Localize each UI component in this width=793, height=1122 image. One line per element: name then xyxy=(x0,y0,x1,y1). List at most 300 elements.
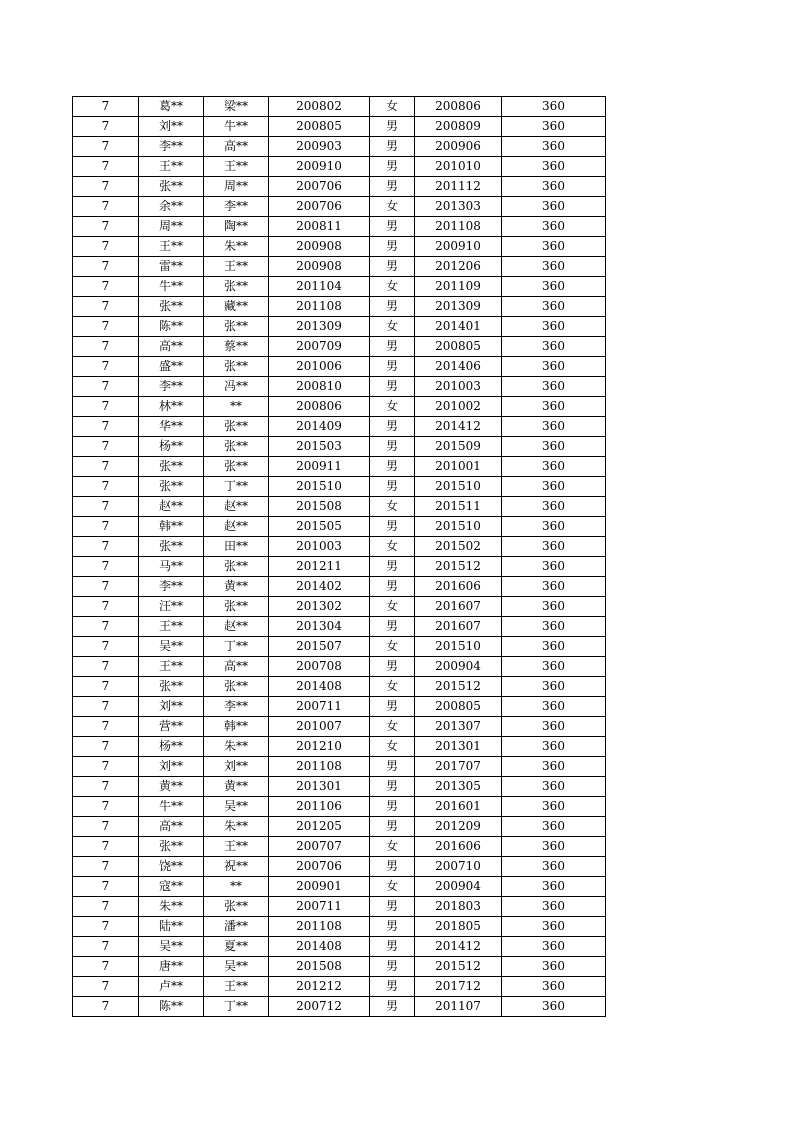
table-row xyxy=(73,657,606,677)
table-cell-col-name-a: 张** xyxy=(139,537,204,557)
table-cell-col-gender: 男 xyxy=(370,557,415,577)
table-cell-col-amount: 360 xyxy=(502,217,606,237)
table-cell-col-gender: 男 xyxy=(370,757,415,777)
table-cell-col-name-b: 朱** xyxy=(204,737,269,757)
table-cell-col-name-a: 杨** xyxy=(139,437,204,457)
table-cell-col-grade: 7 xyxy=(73,837,139,857)
table-cell-col-gender: 女 xyxy=(370,197,415,217)
table-cell-col-name-b: 张** xyxy=(204,897,269,917)
table-cell-col-gender: 男 xyxy=(370,517,415,537)
table-cell-col-name-a: 马** xyxy=(139,557,204,577)
table-cell-col-name-a: 林** xyxy=(139,397,204,417)
table-cell-col-name-a: 吴** xyxy=(139,637,204,657)
table-cell-col-gender: 女 xyxy=(370,277,415,297)
table-cell-col-date-end: 201307 xyxy=(415,717,502,737)
table-cell-col-grade: 7 xyxy=(73,597,139,617)
table-cell-col-date-end: 200805 xyxy=(415,697,502,717)
table-row xyxy=(73,817,606,837)
table-cell-col-grade: 7 xyxy=(73,277,139,297)
table-cell-col-date-end: 201512 xyxy=(415,557,502,577)
table-row xyxy=(73,957,606,977)
table-cell-col-date-start: 201402 xyxy=(269,577,370,597)
table-cell-col-grade: 7 xyxy=(73,137,139,157)
table-cell-col-name-a: 余** xyxy=(139,197,204,217)
table-cell-col-gender: 男 xyxy=(370,697,415,717)
table-cell-col-date-end: 201512 xyxy=(415,677,502,697)
table-cell-col-name-a: 李** xyxy=(139,137,204,157)
table-row xyxy=(73,997,606,1017)
table-cell-col-gender: 男 xyxy=(370,437,415,457)
table-cell-col-gender: 女 xyxy=(370,597,415,617)
table-cell-col-date-end: 201707 xyxy=(415,757,502,777)
table-row xyxy=(73,317,606,337)
table-row xyxy=(73,777,606,797)
table-cell-col-grade: 7 xyxy=(73,977,139,997)
table-cell-col-date-end: 201601 xyxy=(415,797,502,817)
table-cell-col-amount: 360 xyxy=(502,597,606,617)
table-cell-col-date-end: 201607 xyxy=(415,617,502,637)
table-cell-col-date-start: 201508 xyxy=(269,497,370,517)
table-cell-col-name-b: ** xyxy=(204,397,269,417)
table-cell-col-date-start: 201505 xyxy=(269,517,370,537)
table-cell-col-grade: 7 xyxy=(73,497,139,517)
table-cell-col-date-end: 201712 xyxy=(415,977,502,997)
table-cell-col-date-end: 201108 xyxy=(415,217,502,237)
table-cell-col-name-b: 蔡** xyxy=(204,337,269,357)
table-row xyxy=(73,797,606,817)
table-cell-col-name-b: 张** xyxy=(204,597,269,617)
table-cell-col-name-a: 周** xyxy=(139,217,204,237)
table-cell-col-gender: 男 xyxy=(370,137,415,157)
table-cell-col-amount: 360 xyxy=(502,677,606,697)
table-cell-col-amount: 360 xyxy=(502,237,606,257)
table-cell-col-gender: 男 xyxy=(370,817,415,837)
table-cell-col-grade: 7 xyxy=(73,537,139,557)
table-cell-col-gender: 男 xyxy=(370,917,415,937)
table-cell-col-amount: 360 xyxy=(502,957,606,977)
table-cell-col-date-end: 201109 xyxy=(415,277,502,297)
table-cell-col-date-start: 201108 xyxy=(269,297,370,317)
table-cell-col-name-b: 王** xyxy=(204,977,269,997)
table-cell-col-date-start: 200910 xyxy=(269,157,370,177)
table-cell-col-name-a: 吴** xyxy=(139,937,204,957)
table-cell-col-amount: 360 xyxy=(502,877,606,897)
table-cell-col-name-a: 韩** xyxy=(139,517,204,537)
table-cell-col-gender: 女 xyxy=(370,877,415,897)
table-cell-col-grade: 7 xyxy=(73,717,139,737)
table-cell-col-name-a: 牛** xyxy=(139,797,204,817)
table-cell-col-name-b: 朱** xyxy=(204,817,269,837)
table-cell-col-date-end: 201301 xyxy=(415,737,502,757)
table-cell-col-date-start: 201408 xyxy=(269,677,370,697)
table-row xyxy=(73,97,606,117)
table-row xyxy=(73,257,606,277)
table-cell-col-name-b: 高** xyxy=(204,137,269,157)
table-cell-col-name-b: 朱** xyxy=(204,237,269,257)
table-cell-col-name-a: 牛** xyxy=(139,277,204,297)
table-cell-col-amount: 360 xyxy=(502,317,606,337)
table-cell-col-amount: 360 xyxy=(502,817,606,837)
table-cell-col-name-a: 张** xyxy=(139,177,204,197)
table-row xyxy=(73,597,606,617)
table-cell-col-date-end: 201803 xyxy=(415,897,502,917)
table-cell-col-name-a: 寇** xyxy=(139,877,204,897)
table-cell-col-name-a: 朱** xyxy=(139,897,204,917)
table-cell-col-gender: 男 xyxy=(370,457,415,477)
table-cell-col-grade: 7 xyxy=(73,697,139,717)
table-cell-col-amount: 360 xyxy=(502,797,606,817)
table-cell-col-date-start: 200806 xyxy=(269,397,370,417)
table-cell-col-name-b: 田** xyxy=(204,537,269,557)
table-cell-col-name-b: 吴** xyxy=(204,797,269,817)
table-cell-col-name-a: 张** xyxy=(139,677,204,697)
table-cell-col-amount: 360 xyxy=(502,857,606,877)
table-cell-col-name-b: 吴** xyxy=(204,957,269,977)
table-cell-col-date-end: 201512 xyxy=(415,957,502,977)
table-cell-col-gender: 男 xyxy=(370,357,415,377)
table-cell-col-date-start: 200709 xyxy=(269,337,370,357)
table-cell-col-date-end: 201303 xyxy=(415,197,502,217)
table-cell-col-gender: 男 xyxy=(370,297,415,317)
table-cell-col-date-start: 201104 xyxy=(269,277,370,297)
table-cell-col-date-start: 201205 xyxy=(269,817,370,837)
table-cell-col-name-a: 王** xyxy=(139,157,204,177)
table-row xyxy=(73,357,606,377)
table-cell-col-name-a: 赵** xyxy=(139,497,204,517)
table-cell-col-name-b: 牛** xyxy=(204,117,269,137)
table-cell-col-name-b: 赵** xyxy=(204,517,269,537)
table-cell-col-name-b: 赵** xyxy=(204,617,269,637)
table-cell-col-date-start: 200810 xyxy=(269,377,370,397)
table-cell-col-amount: 360 xyxy=(502,277,606,297)
table-cell-col-gender: 男 xyxy=(370,117,415,137)
table-cell-col-name-b: 李** xyxy=(204,697,269,717)
table-cell-col-name-b: 张** xyxy=(204,677,269,697)
table-cell-col-name-b: 王** xyxy=(204,157,269,177)
table-cell-col-name-b: 张** xyxy=(204,277,269,297)
table-cell-col-date-end: 201401 xyxy=(415,317,502,337)
table-cell-col-name-a: 汪** xyxy=(139,597,204,617)
table-cell-col-grade: 7 xyxy=(73,657,139,677)
table-cell-col-amount: 360 xyxy=(502,977,606,997)
table-cell-col-gender: 男 xyxy=(370,157,415,177)
table-cell-col-name-b: 李** xyxy=(204,197,269,217)
table-cell-col-date-start: 201211 xyxy=(269,557,370,577)
table-row xyxy=(73,877,606,897)
table-cell-col-date-start: 201302 xyxy=(269,597,370,617)
table-cell-col-date-end: 201510 xyxy=(415,637,502,657)
table-cell-col-grade: 7 xyxy=(73,997,139,1017)
table-cell-col-gender: 男 xyxy=(370,797,415,817)
table-cell-col-amount: 360 xyxy=(502,297,606,317)
table-row xyxy=(73,397,606,417)
table-cell-col-gender: 男 xyxy=(370,957,415,977)
table-cell-col-amount: 360 xyxy=(502,737,606,757)
table-cell-col-name-a: 王** xyxy=(139,657,204,677)
table-cell-col-amount: 360 xyxy=(502,377,606,397)
table-row xyxy=(73,297,606,317)
table-cell-col-name-b: 王** xyxy=(204,257,269,277)
table-row xyxy=(73,917,606,937)
table-cell-col-name-b: 高** xyxy=(204,657,269,677)
table-cell-col-grade: 7 xyxy=(73,317,139,337)
table-cell-col-name-a: 张** xyxy=(139,477,204,497)
table-row xyxy=(73,577,606,597)
table-cell-col-name-b: 藏** xyxy=(204,297,269,317)
table-cell-col-grade: 7 xyxy=(73,877,139,897)
table-cell-col-amount: 360 xyxy=(502,577,606,597)
table-cell-col-date-start: 200805 xyxy=(269,117,370,137)
table-cell-col-gender: 女 xyxy=(370,637,415,657)
table-cell-col-gender: 男 xyxy=(370,617,415,637)
table-cell-col-date-start: 200811 xyxy=(269,217,370,237)
table-cell-col-amount: 360 xyxy=(502,337,606,357)
table-cell-col-gender: 女 xyxy=(370,317,415,337)
table-row xyxy=(73,637,606,657)
table-cell-col-gender: 男 xyxy=(370,857,415,877)
table-cell-col-name-b: 丁** xyxy=(204,637,269,657)
table-cell-col-amount: 360 xyxy=(502,177,606,197)
table-cell-col-amount: 360 xyxy=(502,897,606,917)
table-cell-col-date-end: 201510 xyxy=(415,477,502,497)
table-cell-col-amount: 360 xyxy=(502,657,606,677)
table-cell-col-grade: 7 xyxy=(73,617,139,637)
table-cell-col-name-b: 刘** xyxy=(204,757,269,777)
table-cell-col-gender: 女 xyxy=(370,677,415,697)
table-cell-col-date-start: 201212 xyxy=(269,977,370,997)
table-cell-col-name-b: 黄** xyxy=(204,577,269,597)
table-cell-col-name-b: 丁** xyxy=(204,997,269,1017)
table-cell-col-amount: 360 xyxy=(502,257,606,277)
table-cell-col-date-end: 201606 xyxy=(415,837,502,857)
table-cell-col-grade: 7 xyxy=(73,817,139,837)
table-cell-col-amount: 360 xyxy=(502,157,606,177)
table-cell-col-amount: 360 xyxy=(502,197,606,217)
table-cell-col-grade: 7 xyxy=(73,897,139,917)
table-cell-col-gender: 男 xyxy=(370,257,415,277)
table-row xyxy=(73,197,606,217)
table-cell-col-name-b: 张** xyxy=(204,437,269,457)
table-cell-col-grade: 7 xyxy=(73,417,139,437)
table-cell-col-date-end: 200809 xyxy=(415,117,502,137)
table-cell-col-name-a: 盛** xyxy=(139,357,204,377)
table-cell-col-gender: 男 xyxy=(370,777,415,797)
table-cell-col-grade: 7 xyxy=(73,397,139,417)
table-cell-col-grade: 7 xyxy=(73,177,139,197)
table-cell-col-name-b: 张** xyxy=(204,317,269,337)
table-cell-col-date-end: 201511 xyxy=(415,497,502,517)
table-cell-col-name-a: 张** xyxy=(139,457,204,477)
table-cell-col-date-start: 201503 xyxy=(269,437,370,457)
table-cell-col-gender: 男 xyxy=(370,977,415,997)
table-cell-col-date-start: 201507 xyxy=(269,637,370,657)
table-cell-col-amount: 360 xyxy=(502,837,606,857)
table-cell-col-amount: 360 xyxy=(502,137,606,157)
table-cell-col-grade: 7 xyxy=(73,637,139,657)
table-cell-col-name-b: 冯** xyxy=(204,377,269,397)
table-cell-col-date-end: 201206 xyxy=(415,257,502,277)
table-cell-col-name-a: 黄** xyxy=(139,777,204,797)
table-cell-col-amount: 360 xyxy=(502,917,606,937)
data-table xyxy=(72,96,606,1017)
table-cell-col-date-start: 201106 xyxy=(269,797,370,817)
table-cell-col-date-start: 201108 xyxy=(269,917,370,937)
table-cell-col-grade: 7 xyxy=(73,157,139,177)
table-cell-col-name-a: 饶** xyxy=(139,857,204,877)
table-cell-col-amount: 360 xyxy=(502,997,606,1017)
table-cell-col-date-start: 201409 xyxy=(269,417,370,437)
table-row xyxy=(73,517,606,537)
table-cell-col-date-start: 201210 xyxy=(269,737,370,757)
table-cell-col-name-b: 陶** xyxy=(204,217,269,237)
table-cell-col-name-a: 葛** xyxy=(139,97,204,117)
table-cell-col-name-b: 梁** xyxy=(204,97,269,117)
table-cell-col-gender: 男 xyxy=(370,937,415,957)
table-row xyxy=(73,557,606,577)
table-cell-col-date-start: 200706 xyxy=(269,177,370,197)
table-cell-col-name-a: 刘** xyxy=(139,757,204,777)
table-cell-col-amount: 360 xyxy=(502,497,606,517)
table-cell-col-grade: 7 xyxy=(73,217,139,237)
table-cell-col-grade: 7 xyxy=(73,857,139,877)
table-cell-col-amount: 360 xyxy=(502,557,606,577)
table-cell-col-name-b: 张** xyxy=(204,417,269,437)
table-cell-col-name-a: 刘** xyxy=(139,117,204,137)
table-cell-col-name-a: 张** xyxy=(139,297,204,317)
table-cell-col-date-end: 201510 xyxy=(415,517,502,537)
table-cell-col-date-end: 201509 xyxy=(415,437,502,457)
table-cell-col-date-end: 200904 xyxy=(415,657,502,677)
table-cell-col-date-start: 200706 xyxy=(269,197,370,217)
table-cell-col-name-b: 赵** xyxy=(204,497,269,517)
table-cell-col-name-a: 王** xyxy=(139,237,204,257)
table-cell-col-date-end: 201502 xyxy=(415,537,502,557)
table-cell-col-date-end: 201107 xyxy=(415,997,502,1017)
table-row xyxy=(73,837,606,857)
table-cell-col-name-a: 李** xyxy=(139,577,204,597)
table-cell-col-amount: 360 xyxy=(502,457,606,477)
table-cell-col-gender: 女 xyxy=(370,97,415,117)
table-cell-col-date-end: 200910 xyxy=(415,237,502,257)
table-cell-col-amount: 360 xyxy=(502,717,606,737)
table-cell-col-date-start: 201006 xyxy=(269,357,370,377)
table-cell-col-date-start: 200712 xyxy=(269,997,370,1017)
table-cell-col-date-start: 200707 xyxy=(269,837,370,857)
table-cell-col-gender: 男 xyxy=(370,657,415,677)
table-row xyxy=(73,717,606,737)
table-cell-col-grade: 7 xyxy=(73,297,139,317)
table-cell-col-gender: 女 xyxy=(370,717,415,737)
table-cell-col-grade: 7 xyxy=(73,777,139,797)
table-cell-col-date-end: 201412 xyxy=(415,417,502,437)
table-row xyxy=(73,697,606,717)
table-cell-col-date-end: 201412 xyxy=(415,937,502,957)
table-cell-col-grade: 7 xyxy=(73,937,139,957)
table-cell-col-name-b: 周** xyxy=(204,177,269,197)
table-cell-col-date-end: 201002 xyxy=(415,397,502,417)
table-cell-col-date-start: 200911 xyxy=(269,457,370,477)
table-cell-col-amount: 360 xyxy=(502,637,606,657)
table-cell-col-date-end: 201406 xyxy=(415,357,502,377)
table-cell-col-date-start: 200901 xyxy=(269,877,370,897)
table-row xyxy=(73,277,606,297)
table-cell-col-date-end: 201209 xyxy=(415,817,502,837)
table-cell-col-gender: 女 xyxy=(370,537,415,557)
table-cell-col-amount: 360 xyxy=(502,697,606,717)
table-cell-col-grade: 7 xyxy=(73,257,139,277)
table-cell-col-grade: 7 xyxy=(73,757,139,777)
table-cell-col-name-a: 华** xyxy=(139,417,204,437)
table-row xyxy=(73,677,606,697)
table-cell-col-grade: 7 xyxy=(73,237,139,257)
table-cell-col-name-b: 丁** xyxy=(204,477,269,497)
table-cell-col-date-end: 200904 xyxy=(415,877,502,897)
table-cell-col-date-end: 201805 xyxy=(415,917,502,937)
table-cell-col-name-a: 高** xyxy=(139,817,204,837)
table-cell-col-gender: 女 xyxy=(370,837,415,857)
table-row xyxy=(73,617,606,637)
table-row xyxy=(73,217,606,237)
table-cell-col-date-start: 201003 xyxy=(269,537,370,557)
table-cell-col-name-a: 唐** xyxy=(139,957,204,977)
table-cell-col-gender: 男 xyxy=(370,217,415,237)
table-cell-col-amount: 360 xyxy=(502,97,606,117)
table-cell-col-name-a: 刘** xyxy=(139,697,204,717)
table-row xyxy=(73,337,606,357)
table-cell-col-date-start: 201304 xyxy=(269,617,370,637)
table-row xyxy=(73,477,606,497)
table-cell-col-gender: 男 xyxy=(370,997,415,1017)
table-row xyxy=(73,177,606,197)
table-body xyxy=(73,97,606,1017)
table-cell-col-amount: 360 xyxy=(502,357,606,377)
table-cell-col-date-end: 201001 xyxy=(415,457,502,477)
table-row xyxy=(73,417,606,437)
table-row xyxy=(73,937,606,957)
table-cell-col-date-end: 200906 xyxy=(415,137,502,157)
table-cell-col-name-a: 李** xyxy=(139,377,204,397)
table-cell-col-name-b: 韩** xyxy=(204,717,269,737)
table-cell-col-date-end: 201112 xyxy=(415,177,502,197)
table-cell-col-amount: 360 xyxy=(502,777,606,797)
table-cell-col-name-b: 王** xyxy=(204,837,269,857)
table-cell-col-gender: 女 xyxy=(370,497,415,517)
table-cell-col-name-a: 雷** xyxy=(139,257,204,277)
table-cell-col-grade: 7 xyxy=(73,337,139,357)
table-row xyxy=(73,737,606,757)
table-cell-col-amount: 360 xyxy=(502,617,606,637)
table-cell-col-name-a: 营** xyxy=(139,717,204,737)
table-row xyxy=(73,137,606,157)
table-cell-col-grade: 7 xyxy=(73,517,139,537)
table-cell-col-date-start: 201508 xyxy=(269,957,370,977)
table-row xyxy=(73,237,606,257)
table-cell-col-amount: 360 xyxy=(502,417,606,437)
table-cell-col-date-start: 201007 xyxy=(269,717,370,737)
table-cell-col-date-start: 200908 xyxy=(269,237,370,257)
table-cell-col-grade: 7 xyxy=(73,957,139,977)
table-cell-col-grade: 7 xyxy=(73,477,139,497)
table-cell-col-name-a: 王** xyxy=(139,617,204,637)
table-row xyxy=(73,757,606,777)
table-row xyxy=(73,437,606,457)
table-cell-col-date-start: 201309 xyxy=(269,317,370,337)
table-cell-col-grade: 7 xyxy=(73,677,139,697)
table-cell-col-amount: 360 xyxy=(502,757,606,777)
table-row xyxy=(73,497,606,517)
table-cell-col-grade: 7 xyxy=(73,577,139,597)
table-cell-col-date-start: 200706 xyxy=(269,857,370,877)
